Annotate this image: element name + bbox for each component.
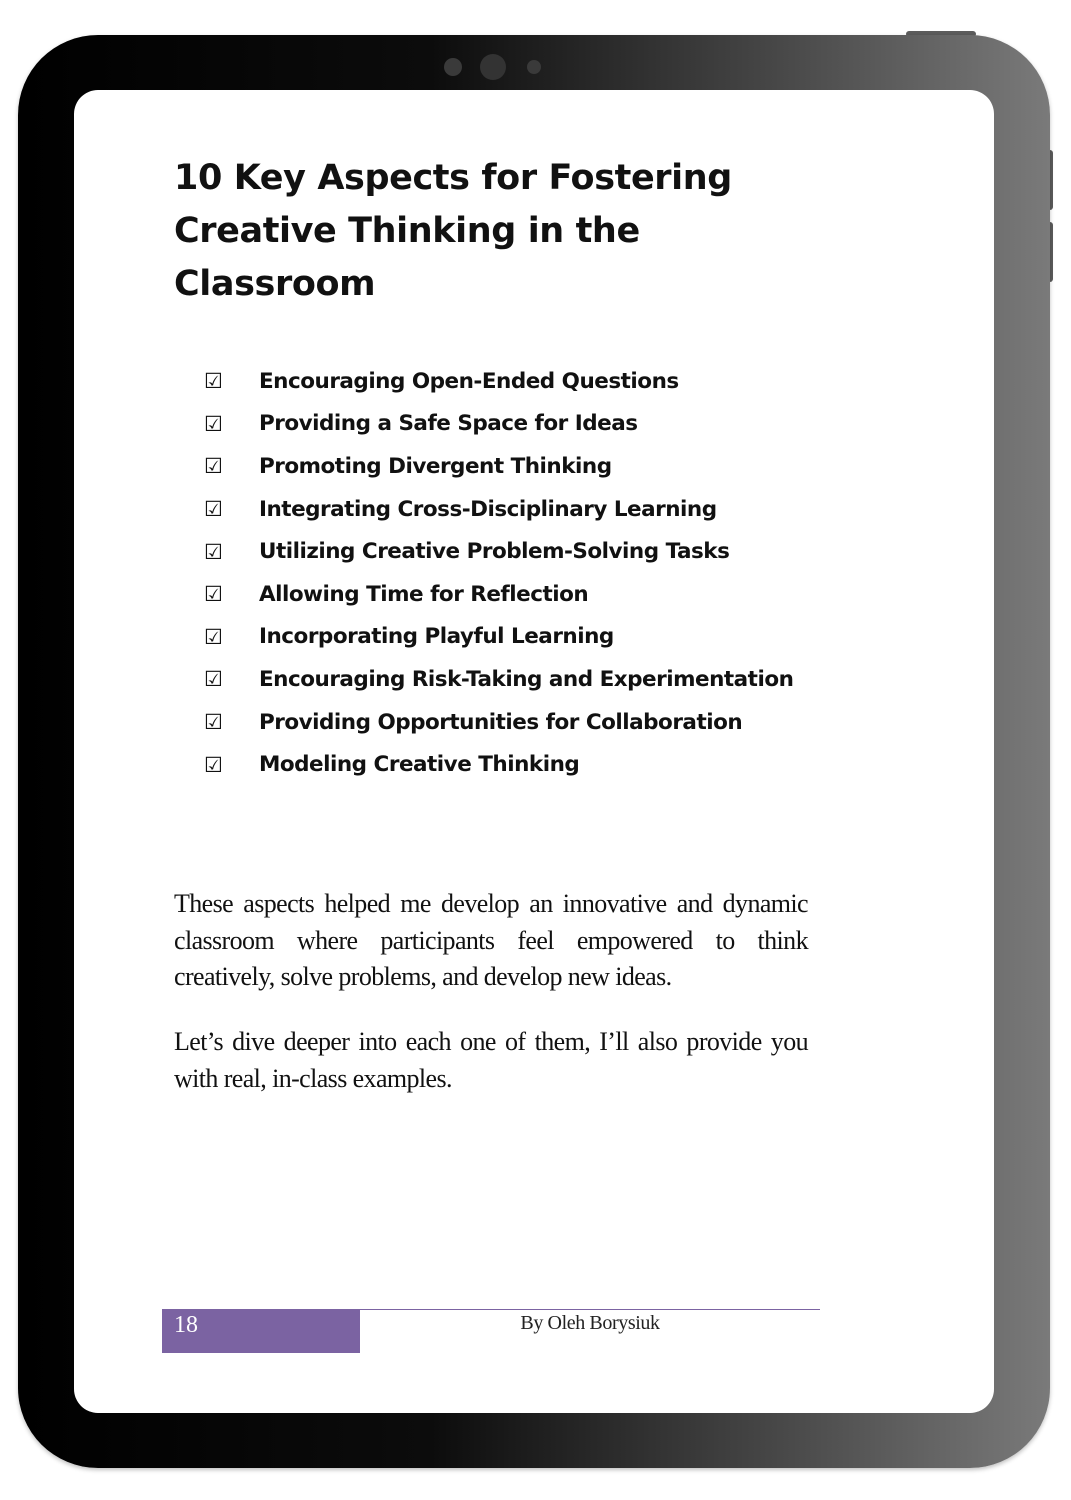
- checked-box-icon: ☑: [204, 752, 223, 777]
- list-item-label: Allowing Time for Reflection: [259, 581, 589, 607]
- list-item-label: Providing a Safe Space for Ideas: [259, 411, 638, 437]
- checked-box-icon: ☑: [204, 624, 223, 649]
- sensor-dot: [527, 60, 541, 74]
- checked-box-icon: ☑: [204, 582, 223, 607]
- page-title: 10 Key Aspects for Fostering Creative Thinking in the Classroom: [174, 158, 732, 304]
- screen: [74, 90, 994, 1413]
- camera-lens: [480, 54, 506, 80]
- checked-box-icon: ☑: [204, 369, 223, 394]
- author-credit: By Oleh Borysiuk: [520, 1312, 660, 1334]
- list-item-label: Encouraging Risk-Taking and Experimentation: [259, 666, 794, 692]
- list-item-label: Encouraging Open-Ended Questions: [259, 368, 679, 394]
- list-item-label: Promoting Divergent Thinking: [259, 453, 612, 479]
- checked-box-icon: ☑: [204, 454, 223, 479]
- list-item-label: Modeling Creative Thinking: [259, 752, 580, 778]
- page-number: 18: [174, 1312, 198, 1338]
- intro-paragraph: Let’s dive deeper into each one of them, I’ll also provide you with real, in-class examples.: [174, 1027, 808, 1093]
- list-item-label: Providing Opportunities for Collaboration: [259, 709, 743, 735]
- list-item: [204, 403, 793, 446]
- list-item: [204, 360, 793, 403]
- aspects-checklist: [204, 360, 793, 786]
- checked-box-icon: ☑: [204, 667, 223, 692]
- checked-box-icon: ☑: [204, 539, 223, 564]
- page-number-bar: [162, 1309, 360, 1353]
- list-item: [204, 445, 793, 488]
- list-item: [204, 616, 793, 659]
- list-item-label: Incorporating Playful Learning: [259, 624, 614, 650]
- list-item: [204, 530, 793, 573]
- checked-box-icon: ☑: [204, 497, 223, 522]
- list-item: [204, 488, 793, 531]
- list-item: [204, 658, 793, 701]
- checked-box-icon: ☑: [204, 411, 223, 436]
- sensor-dot: [444, 58, 462, 76]
- list-item-label: Integrating Cross-Disciplinary Learning: [259, 496, 717, 522]
- checked-box-icon: ☑: [204, 710, 223, 735]
- list-item: [204, 743, 793, 786]
- summary-paragraph: These aspects helped me develop an innovative and dynamic classroom where participants feel empowered to think creatively, solve problems, and develop new ideas.: [174, 889, 808, 991]
- list-item-label: Utilizing Creative Problem-Solving Tasks: [259, 539, 730, 565]
- list-item: [204, 573, 793, 616]
- list-item: [204, 701, 793, 744]
